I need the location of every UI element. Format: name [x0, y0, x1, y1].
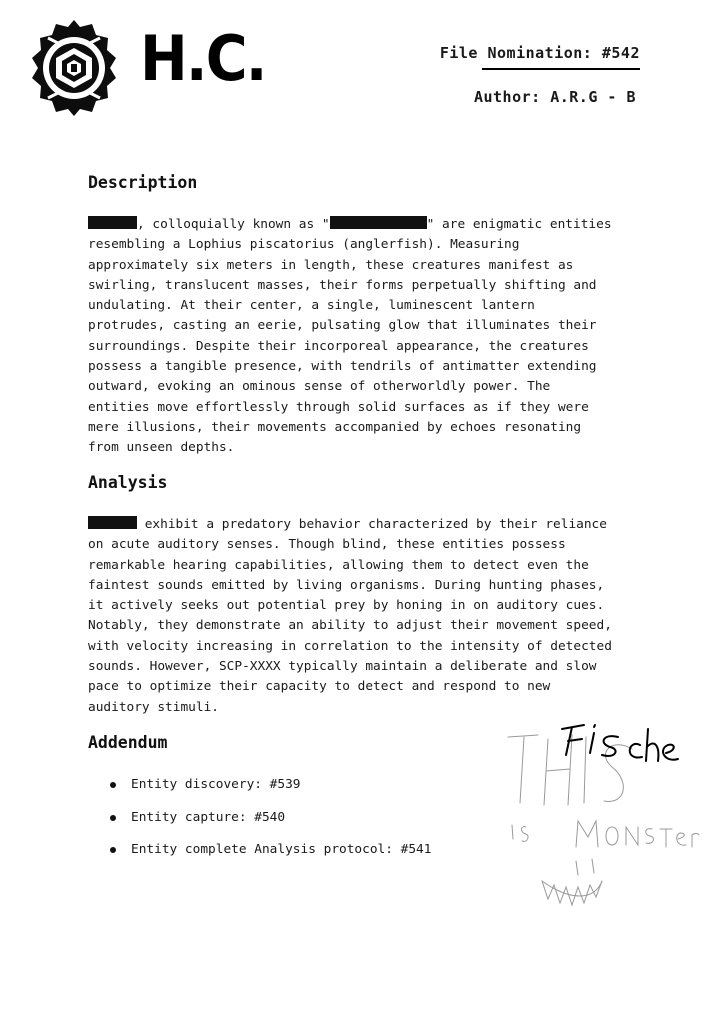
list-item: Entity capture: #540 — [110, 807, 431, 840]
handwritten-doodle — [500, 715, 700, 915]
bullet-icon — [110, 815, 116, 821]
description-line: approximately six meters in length, these creatures manifest as — [88, 257, 574, 273]
analysis-line: Notably, they demonstrate an ability to adjust their movement speed, — [88, 618, 612, 634]
bullet-icon — [110, 782, 116, 788]
redaction-bar — [330, 216, 427, 229]
description-line: resembling a Lophius piscatorius (anglerfish). Measuring — [88, 237, 520, 253]
analysis-line: on acute auditory senses. Though blind, these entities possess — [88, 537, 566, 553]
bullet-icon — [110, 847, 116, 853]
analysis-line: auditory stimuli. — [88, 699, 219, 715]
list-item: Entity discovery: #539 — [110, 774, 431, 807]
analysis-line: faintest sounds emitted by living organisms. During hunting phases, — [88, 577, 605, 593]
description-line: entities move effortlessly through solid surfaces as if they were — [88, 399, 589, 415]
analysis-line: exhibit a predatory behavior characterized by their reliance — [88, 515, 648, 535]
analysis-heading: Analysis — [88, 473, 168, 492]
author-line: Author: A.R.G - B — [473, 88, 636, 106]
redaction-bar — [88, 216, 137, 229]
description-paragraph — [88, 215, 648, 459]
emblem-logo-icon — [30, 18, 118, 118]
is-monster-scribble — [512, 821, 699, 905]
description-line: from unseen depths. — [88, 440, 235, 456]
addendum-list — [110, 774, 431, 872]
description-line: swirling, translucent masses, their forms perpetually shifting and — [88, 277, 597, 293]
description-heading: Description — [88, 173, 198, 192]
description-line: undulating. At their center, a single, luminescent lantern — [88, 298, 535, 314]
analysis-paragraph — [88, 515, 648, 718]
fische-scribble — [562, 725, 678, 761]
analysis-line: sounds. However, SCP-XXXX typically maintain a deliberate and slow — [88, 659, 597, 675]
redaction-bar — [88, 516, 137, 529]
this-scribble — [508, 735, 632, 805]
analysis-line: remarkable hearing capabilities, allowing them to detect even the — [88, 557, 589, 573]
description-line: , colloquially known as " " are enigmatic entities — [88, 215, 648, 235]
analysis-line: pace to optimize their capacity to detect and respond to new — [88, 679, 551, 695]
logo-wordmark: H.C. — [140, 22, 266, 95]
file-nomination: File Nomination: #542 — [439, 44, 640, 62]
description-line: surroundings. Despite their incorporeal appearance, the creatures — [88, 338, 589, 354]
description-line: protrudes, casting an eerie, pulsating glow that illuminates their — [88, 318, 597, 334]
description-line: possess a tangible presence, with tendrils of antimatter extending — [88, 359, 597, 375]
list-item: Entity complete Analysis protocol: #541 — [110, 839, 431, 872]
description-line: mere illusions, their movements accompanied by echoes resonating — [88, 419, 582, 435]
header-divider — [482, 68, 640, 70]
analysis-line: with velocity increasing in correlation to the intensity of detected — [88, 638, 612, 654]
description-line: outward, evoking an ominous sense of otherworldly power. The — [88, 379, 551, 395]
analysis-line: it actively seeks out potential prey by honing in on auditory cues. — [88, 598, 605, 614]
addendum-heading: Addendum — [88, 733, 168, 752]
